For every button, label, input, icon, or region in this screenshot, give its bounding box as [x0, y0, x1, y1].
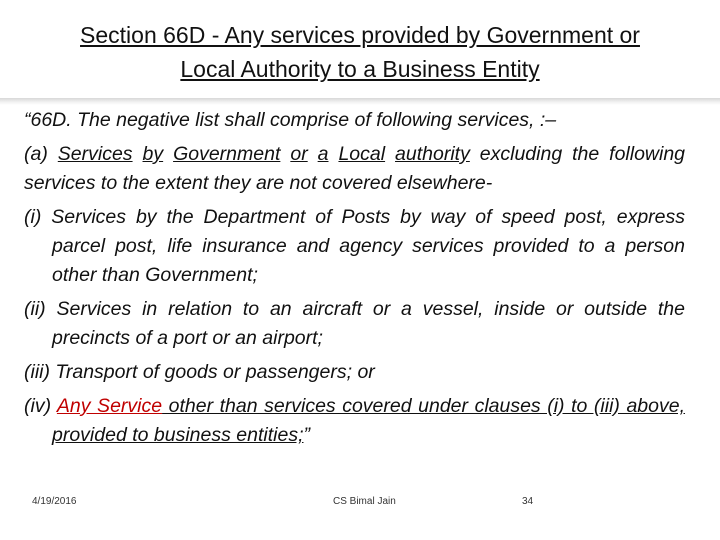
footer-page-number: 34 — [522, 496, 534, 507]
item-iv-highlight: Any Service — [56, 395, 163, 417]
title-divider — [0, 98, 720, 105]
item-i — [24, 203, 685, 290]
clause-a — [24, 140, 685, 198]
item-iii-text: (iii) Transport of goods or passengers; or — [24, 361, 375, 383]
clause-a-government: Government — [173, 143, 281, 165]
clause-a-services: Services — [57, 143, 133, 165]
slide-title — [20, 18, 700, 86]
intro-paragraph — [24, 106, 685, 135]
slide-body — [24, 106, 685, 455]
item-iv-closing: ” — [303, 424, 310, 446]
clause-a-local: Local — [338, 143, 386, 165]
item-iv-prefix: (iv) — [24, 395, 57, 417]
item-i-text: (i) Services by the Department of Posts by way of speed post, express parcel post, life insurance and agency services provided to a person other than Government; — [24, 206, 685, 286]
title-line-1: Section 66D - Any services provided by Government or — [80, 22, 640, 48]
clause-a-a: a — [317, 143, 329, 165]
item-iv-rest: other than services covered under clauses (i) to (iii) above, provided to business entities; — [52, 395, 686, 446]
clause-a-prefix: (a) — [24, 143, 58, 165]
item-ii-text: (ii) Services in relation to an aircraft or a vessel, inside or outside the precincts of a port or an airport; — [24, 298, 685, 349]
item-iv — [24, 392, 685, 450]
item-iii — [24, 358, 685, 387]
clause-a-or: or — [290, 143, 308, 165]
clause-a-by: by — [142, 143, 164, 165]
clause-a-authority: authority — [395, 143, 470, 165]
footer-date: 4/19/2016 — [32, 496, 77, 507]
footer-author: CS Bimal Jain — [333, 496, 396, 507]
clause-a-rest: excluding the following services to the extent they are not covered elsewhere- — [24, 143, 686, 194]
item-ii — [24, 295, 685, 353]
intro-text: “66D. The negative list shall comprise of following services, :– — [24, 109, 557, 131]
title-line-2: Local Authority to a Business Entity — [180, 56, 540, 82]
